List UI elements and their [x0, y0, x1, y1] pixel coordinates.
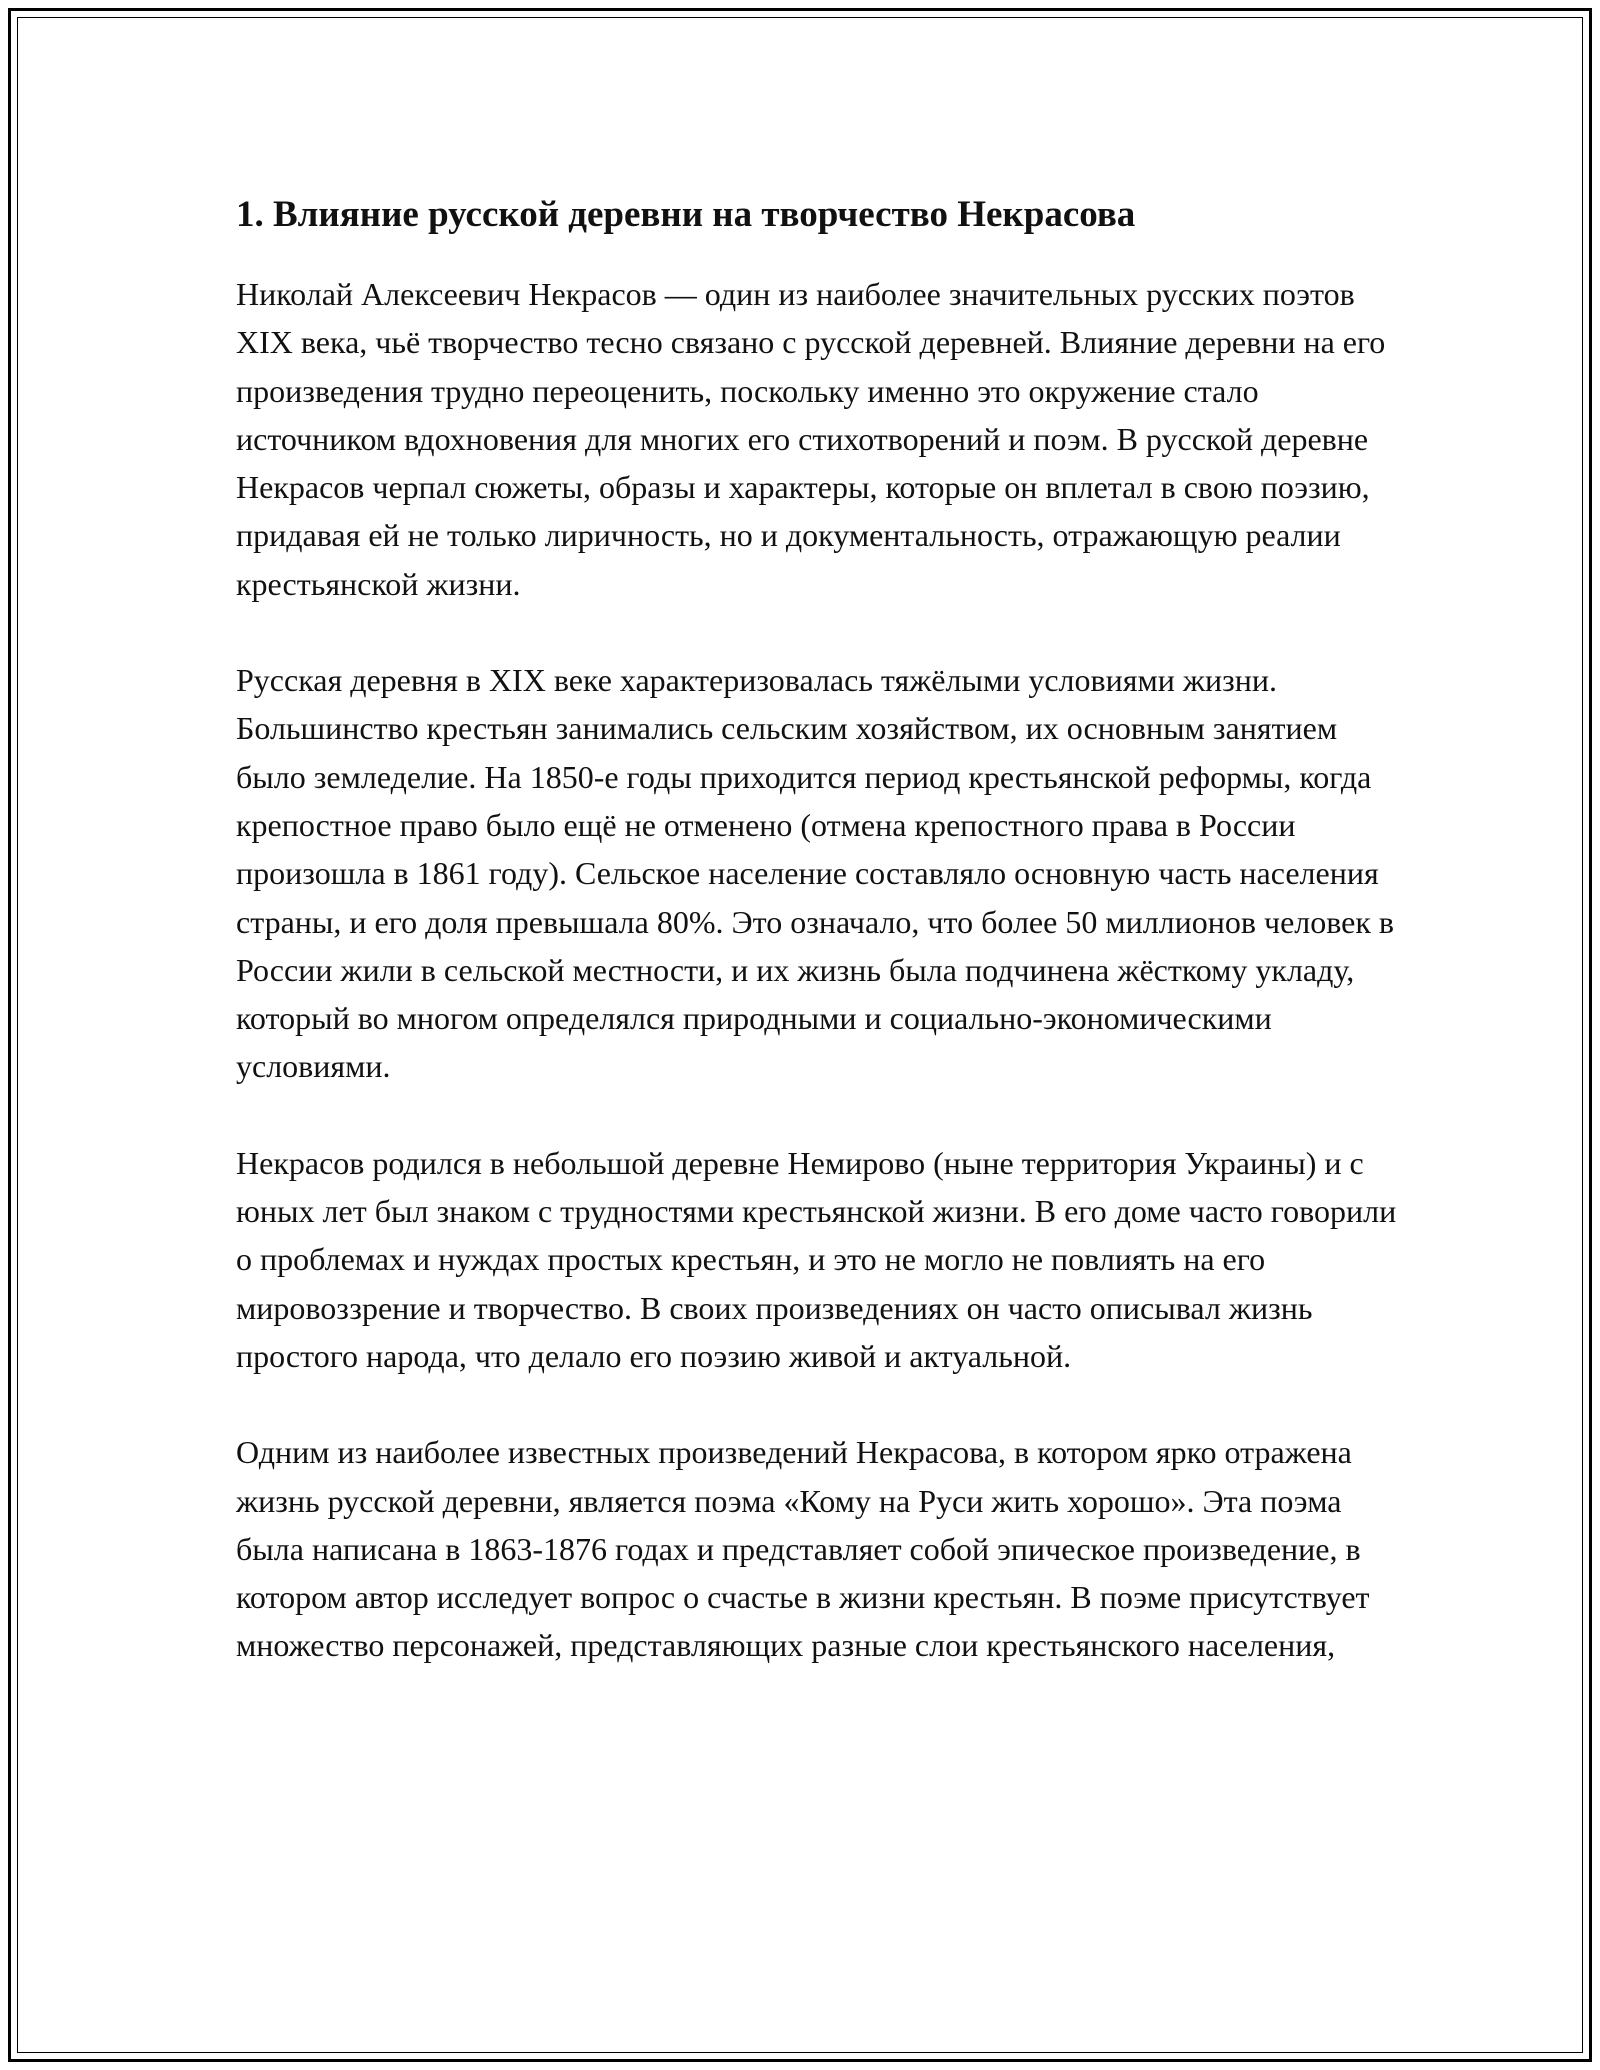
- document-body: [236, 190, 1406, 1670]
- paragraph-1: Николай Алексеевич Некрасов — один из наиболее значительных русских поэтов XIX века, чьё творчество тесно связано с русской деревней. Влияние деревни на его произведения трудно переоценить, поскольку именно это окружение стало источником вдохновения для многих его стихотворений и поэм. В русской деревне Некрасов черпал сюжеты, образы и характеры, которые он вплетал в свою поэзию, придавая ей не только лиричность, но и документальность, отражающую реалии крестьянской жизни.: [236, 276, 1386, 602]
- section-heading: 1. Влияние русской деревни на творчество Некрасова: [236, 194, 1136, 235]
- paragraph-3: Некрасов родился в небольшой деревне Немирово (ныне территория Украины) и с юных лет был знаком с трудностями крестьянской жизни. В его доме часто говорили о проблемах и нуждах простых крестьян, и это не могло не повлиять на его мировоззрение и творчество. В своих произведениях он часто описывал жизнь простого народа, что делало его поэзию живой и актуальной.: [236, 1144, 1397, 1374]
- paragraph-2: Русская деревня в XIX веке характеризовалась тяжёлыми условиями жизни. Большинство крестьян занимались сельским хозяйством, их основным занятием было земледелие. На 1850-е годы приходится период крестьянской реформы, когда крепостное право было ещё не отменено (отмена крепостного права в России произошла в 1861 году). Сельское население составляло основную часть населения страны, и его доля превышала 80%. Это означало, что более 50 миллионов человек в России жили в сельской местности, и их жизнь была подчинена жёсткому укладу, который во многом определялся природными и социально-экономическими условиями.: [236, 662, 1395, 1085]
- paragraph-4: Одним из наиболее известных произведений Некрасова, в котором ярко отражена жизнь русской деревни, является поэма «Кому на Руси жить хорошо». Эта поэма была написана в 1863-1876 годах и представляет собой эпическое произведение, в котором автор исследует вопрос о счастье в жизни крестьян. В поэме присутствует множество персонажей, представляющих разные слои крестьянского населения,: [236, 1434, 1370, 1664]
